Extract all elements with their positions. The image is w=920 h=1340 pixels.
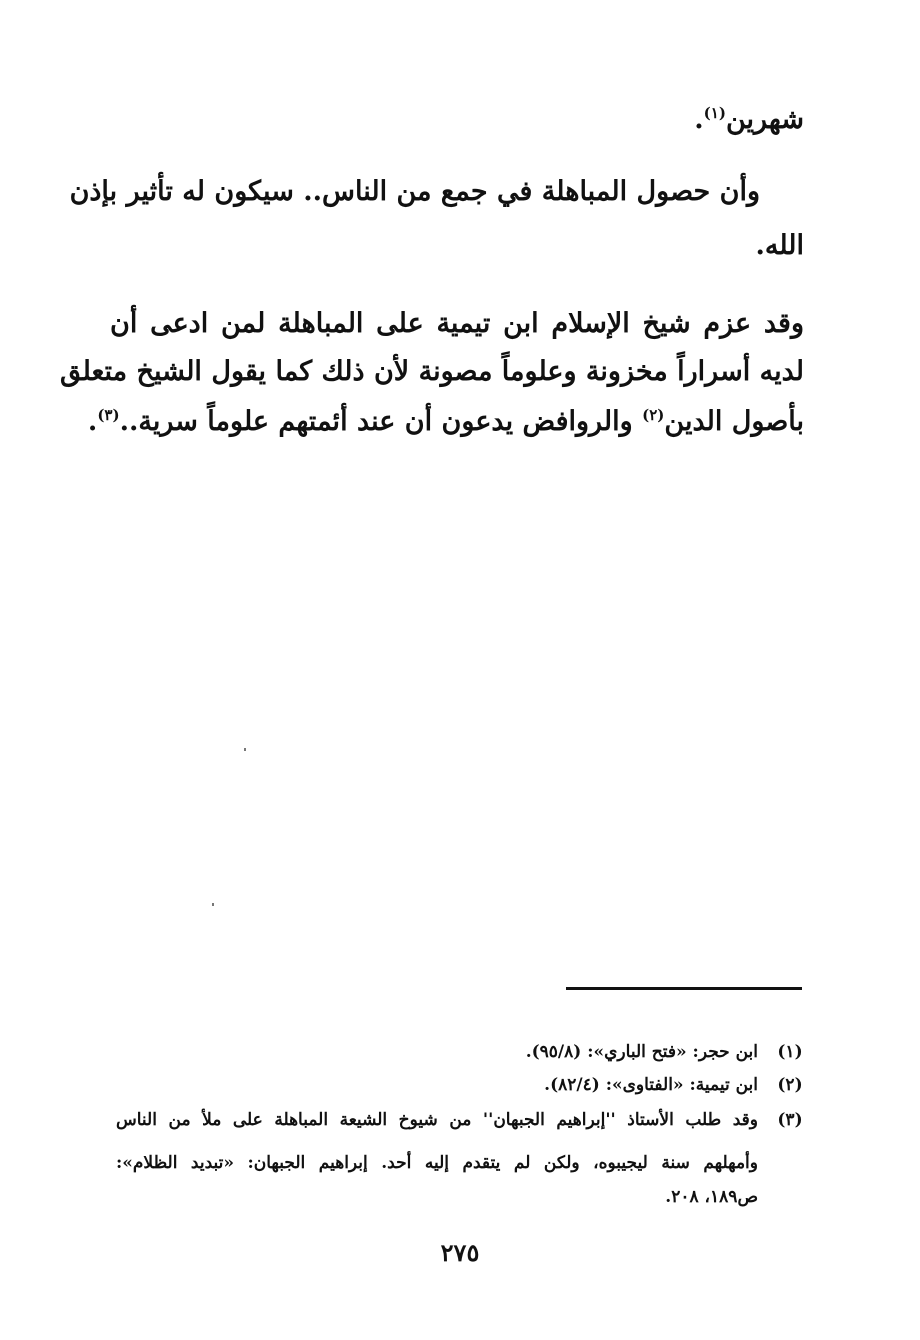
text-line-1-end: .	[694, 104, 704, 135]
paragraph-2-line-2	[60, 352, 804, 392]
footnote-2-number: (٢)	[777, 1075, 803, 1095]
paragraph-2-line-3-text-a: بأصول الدين	[664, 406, 804, 437]
paragraph-2-line-3-text-b: والروافض يدعون أن عند أئمتهم علوماً سرية..	[119, 406, 643, 437]
paragraph-1-line-1	[69, 172, 760, 212]
paragraph-1-line-2-text: الله.	[755, 230, 804, 261]
footnote-3-line-3: ص١٨٩، ٢٠٨.	[665, 1187, 758, 1207]
paragraph-2-line-3	[88, 402, 804, 442]
footnote-3-line-2: وأمهلهم سنة ليجيبوه، ولكن لم يتقدم إليه أحد. إبراهيم الجبهان: «تبديد الظلام»:	[116, 1153, 758, 1173]
paragraph-2-line-1	[110, 304, 804, 344]
scan-speck	[244, 748, 246, 751]
footnote-ref-3: (٣)	[97, 406, 120, 424]
footnote-2-text: ابن تيمية: «الفتاوى»: (٨٢/٤).	[544, 1075, 758, 1095]
footnote-ref-1: (١)	[703, 104, 726, 122]
footnote-1-text: ابن حجر: «فتح الباري»: (٩٥/٨).	[525, 1042, 758, 1062]
footnote-separator	[566, 987, 802, 990]
paragraph-1-line-1-text: وأن حصول المباهلة في جمع من الناس.. سيكون له تأثير بإذن	[69, 176, 760, 207]
paragraph-2-line-2-text: لديه أسراراً مخزونة وعلوماً مصونة لأن ذلك كما يقول الشيخ متعلق	[60, 356, 804, 387]
paragraph-2-line-1-text: وقد عزم شيخ الإسلام ابن تيمية على المباهلة لمن ادعى أن	[110, 308, 804, 339]
footnote-1-number: (١)	[777, 1042, 803, 1062]
footnote-3-text: وقد طلب الأستاذ ''إبراهيم الجبهان'' من شيوخ الشيعة المباهلة على ملأ من الناس	[116, 1110, 758, 1130]
footnote-3-number: (٣)	[777, 1110, 803, 1130]
paragraph-2-line-3-end: .	[87, 406, 98, 437]
page-number: ٢٧٥	[440, 1238, 480, 1267]
text-line-1	[694, 100, 804, 140]
footnote-ref-2: (٢)	[642, 406, 665, 424]
paragraph-1-line-2	[755, 226, 804, 266]
text-line-1-content: شهرين	[725, 104, 804, 135]
scan-speck	[212, 903, 214, 906]
